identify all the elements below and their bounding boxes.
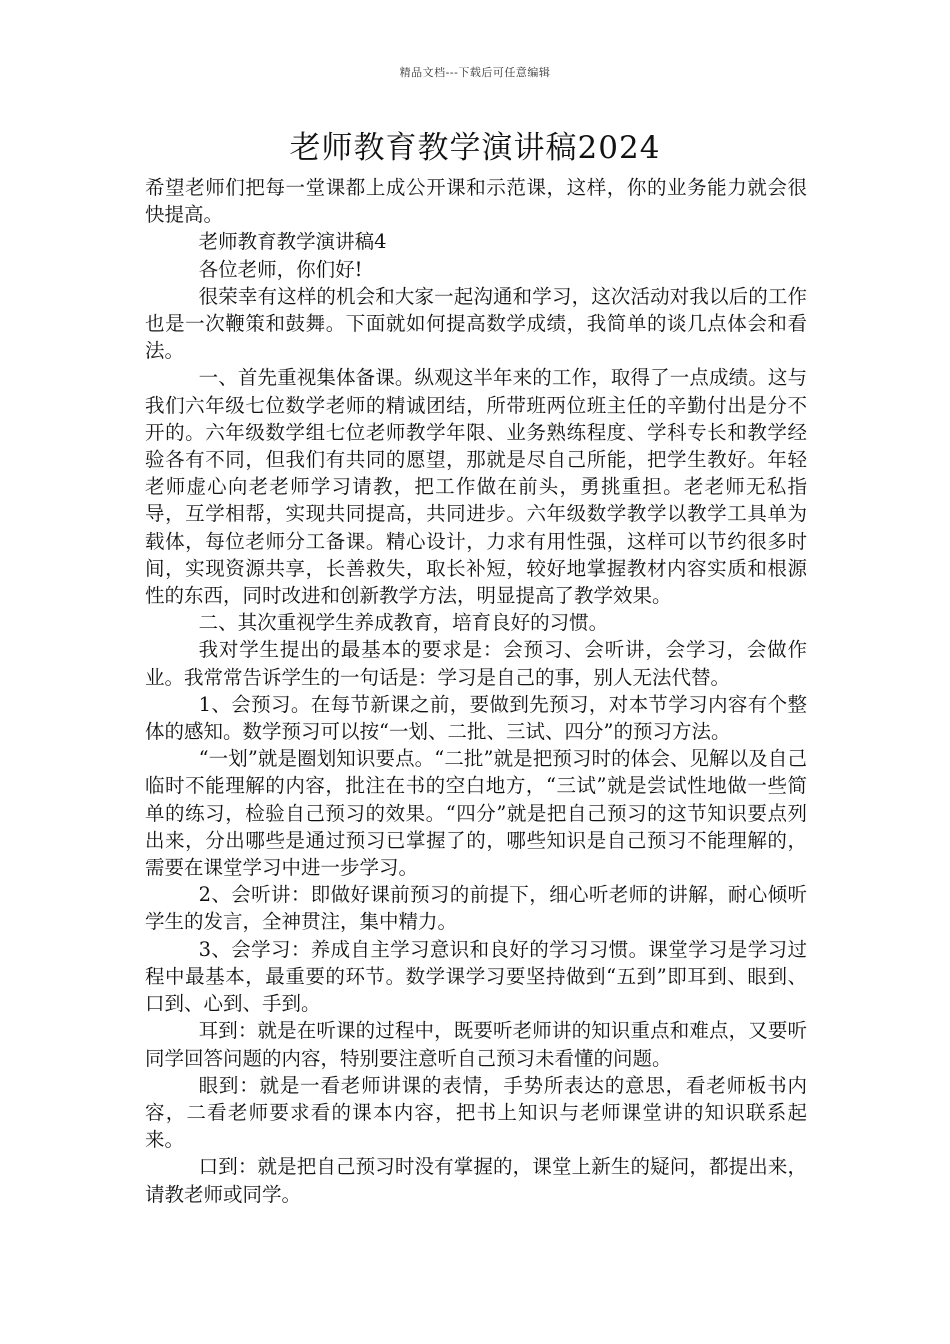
paragraph: 口到：就是把自己预习时没有掌握的，课堂上新生的疑问，都提出来，请教老师或同学。 <box>145 1155 807 1206</box>
paragraph: 希望老师们把每一堂课都上成公开课和示范课，这样，你的业务能力就会很快提高。 <box>145 176 807 227</box>
page-header-note: 精品文档---下载后可任意编辑 <box>399 66 551 79</box>
paragraph: 各位老师，你们好! <box>198 257 363 281</box>
paragraph: 2、会听讲：即做好课前预习的前提下，细心听老师的讲解，耐心倾听学生的发言，全神贯注，集中精力。 <box>145 883 807 934</box>
paragraph: 耳到：就是在听课的过程中，既要听老师讲的知识重点和难点，又要听同学回答问题的内容，特别要注意听自己预习未看懂的问题。 <box>145 1019 807 1070</box>
paragraph: 3、会学习：养成自主学习意识和良好的学习习惯。课堂学习是学习过程中最基本，最重要的环节。数学课学习要坚持做到“五到”即耳到、眼到、口到、心到、手到。 <box>145 937 807 1016</box>
paragraph: 老师教育教学演讲稿4 <box>198 230 387 254</box>
paragraph: 一、首先重视集体备课。纵观这半年来的工作，取得了一点成绩。这与我们六年级七位数学老师的精诚团结，所带班两位班主任的辛勤付出是分不开的。六年级数学组七位老师教学年限、业务熟练程度、学科专长和教学经验各有不同，但我们有共同的愿望，那就是尽自己所能，把学生教好。年轻老师虚心向老老师学习请教，把工作做在前头，勇挑重担。老老师无私指导，互学相帮，实现共同提高，共同进步。六年级数学教学以教学工具单为载体，每位老师分工备课。精心设计，力求有用性强，这样可以节约很多时间，实现资源共享，长善救失，取长补短，较好地掌握教材内容实质和根源性的东西，同时改进和创新教学方法，明显提高了教学效果。 <box>145 366 807 608</box>
document-body <box>145 174 807 1208</box>
paragraph: 二、其次重视学生养成教育，培育良好的习惯。 <box>198 611 609 635</box>
paragraph: 我对学生提出的最基本的要求是：会预习、会听讲，会学习，会做作业。我常常告诉学生的一句话是：学习是自己的事，别人无法代替。 <box>145 638 807 689</box>
paragraph: “一划”就是圈划知识要点。“二批”就是把预习时的体会、见解以及自己临时不能理解的内容，批注在书的空白地方，“三试”就是尝试性地做一些简单的练习，检验自己预习的效果。“四分”就是把自己预习的这节知识要点列出来，分出哪些是通过预习已掌握了的，哪些知识是自己预习不能理解的，需要在课堂学习中进一步学习。 <box>145 747 807 880</box>
document-title: 老师教育教学演讲稿2024 <box>289 130 661 166</box>
paragraph: 很荣幸有这样的机会和大家一起沟通和学习，这次活动对我以后的工作也是一次鞭策和鼓舞。下面就如何提高数学成绩，我简单的谈几点体会和看法。 <box>145 284 807 363</box>
paragraph: 1、会预习。在每节新课之前，要做到先预习，对本节学习内容有个整体的感知。数学预习可以按“一划、二批、三试、四分”的预习方法。 <box>145 692 807 744</box>
paragraph: 眼到：就是一看老师讲课的表情，手势所表达的意思，看老师板书内容，二看老师要求看的课本内容，把书上知识与老师课堂讲的知识联系起来。 <box>145 1073 807 1152</box>
